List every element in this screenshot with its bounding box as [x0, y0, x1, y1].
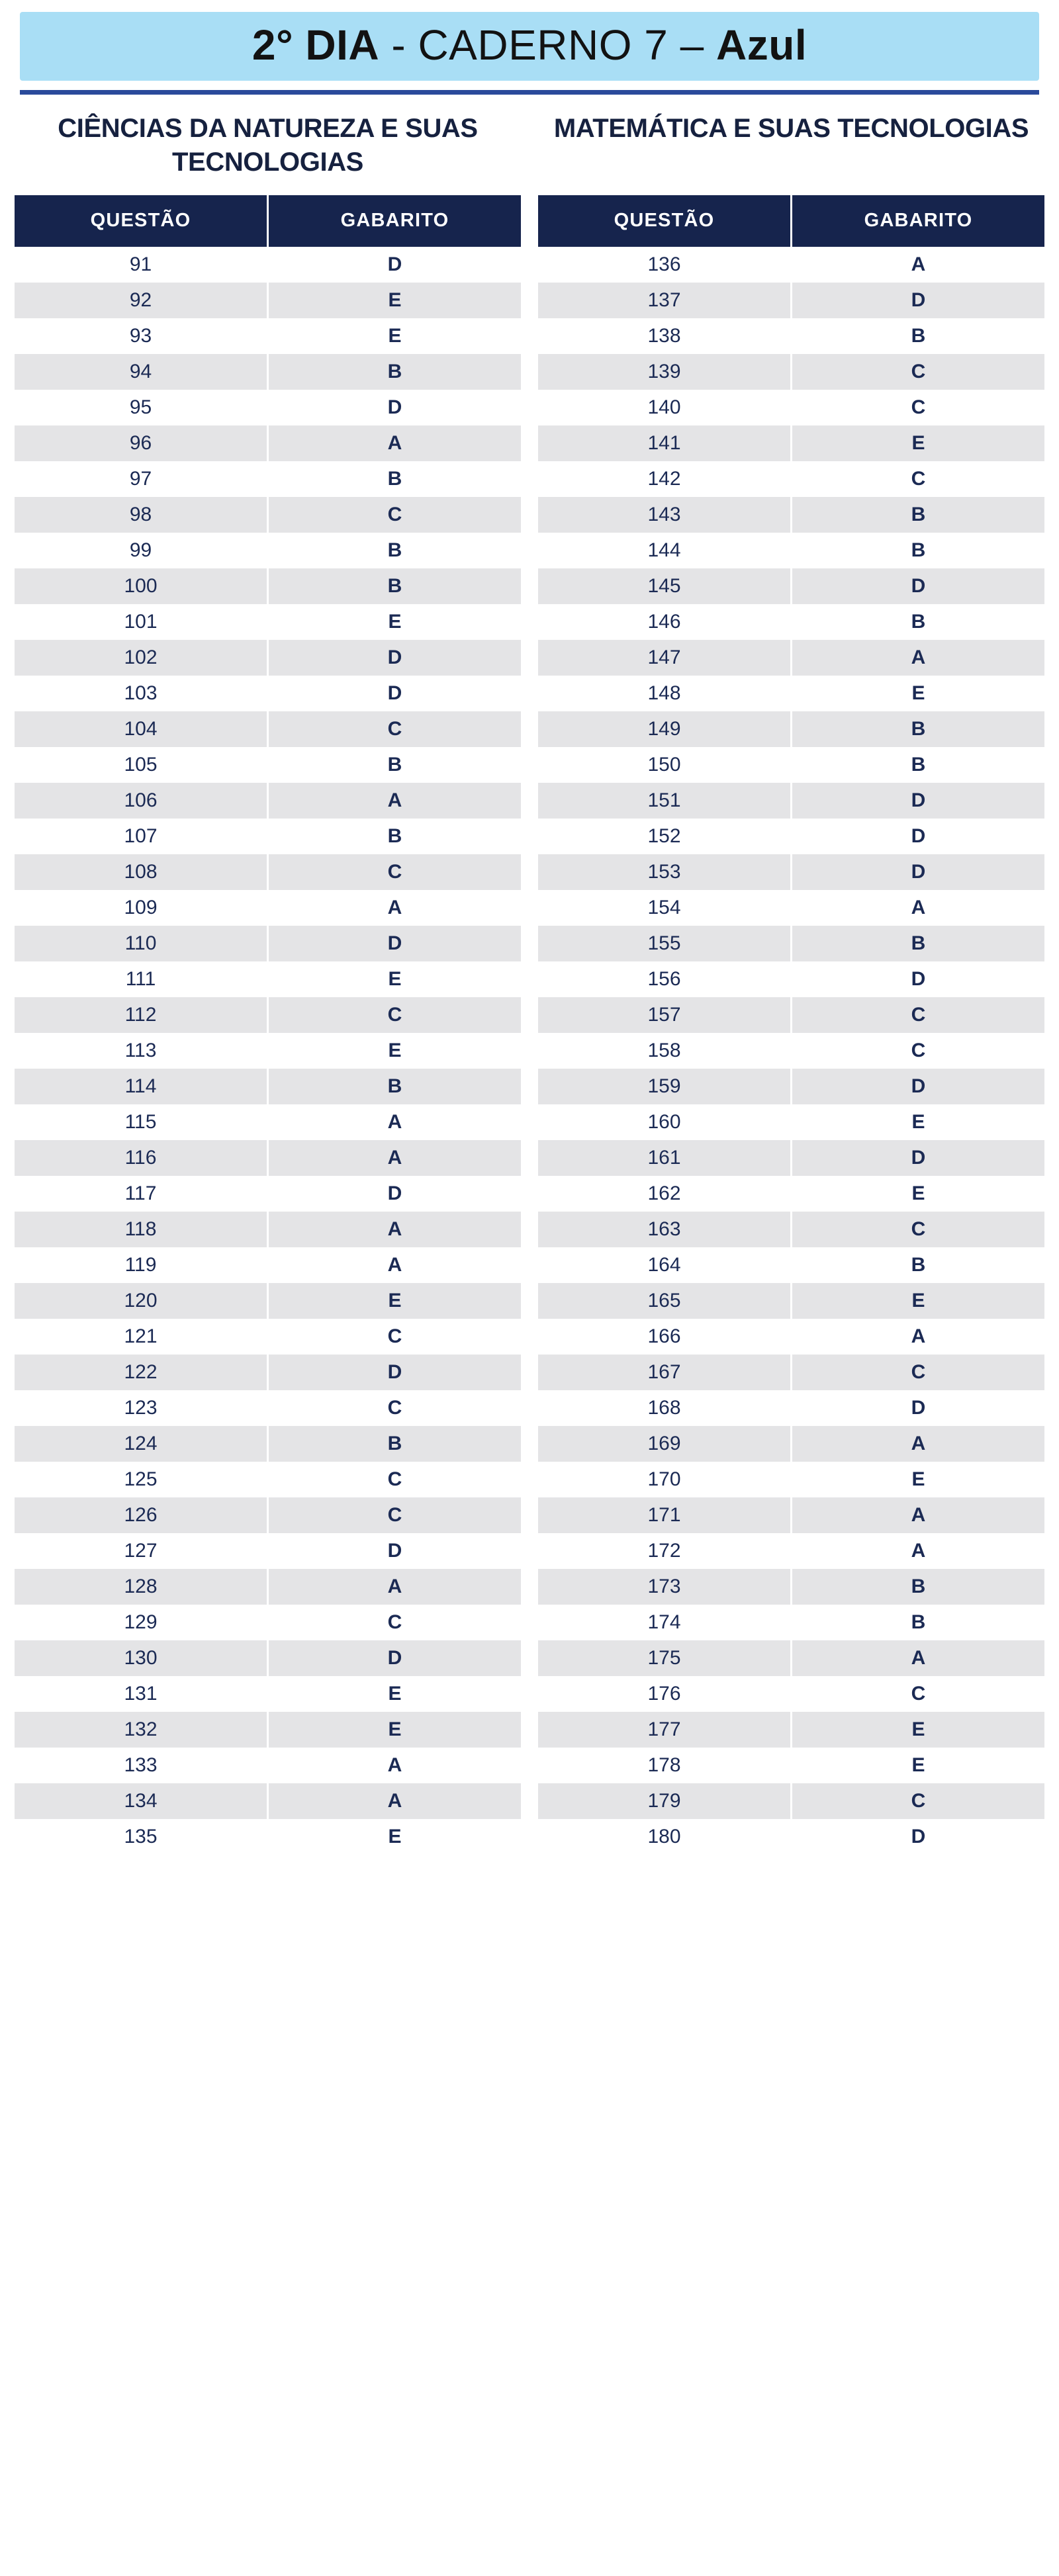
question-number: 175 [538, 1640, 792, 1676]
table-row [538, 354, 1044, 390]
question-number: 172 [538, 1533, 792, 1569]
table-row [538, 854, 1044, 890]
answer-letter: C [792, 997, 1045, 1033]
question-number: 142 [538, 461, 792, 497]
answer-letter: D [268, 1533, 522, 1569]
answer-letter: C [792, 390, 1045, 425]
answer-letter: C [268, 1319, 522, 1355]
answer-letter: C [268, 1605, 522, 1640]
answer-letter: E [268, 283, 522, 318]
question-number: 133 [15, 1748, 268, 1783]
question-number: 101 [15, 604, 268, 640]
table-row [15, 318, 521, 354]
table-row [15, 1640, 521, 1676]
question-number: 105 [15, 747, 268, 783]
question-number: 135 [15, 1819, 268, 1855]
table-row [15, 1283, 521, 1319]
table-row [538, 1069, 1044, 1104]
table-row [15, 890, 521, 926]
question-number: 93 [15, 318, 268, 354]
table-row [15, 1319, 521, 1355]
answer-letter: C [268, 1497, 522, 1533]
table-row [538, 640, 1044, 676]
question-number: 156 [538, 961, 792, 997]
question-number: 143 [538, 497, 792, 533]
answer-letter: E [268, 318, 522, 354]
table-header-row [538, 195, 1044, 247]
question-number: 159 [538, 1069, 792, 1104]
question-number: 123 [15, 1390, 268, 1426]
table-row [538, 1497, 1044, 1533]
question-number: 104 [15, 711, 268, 747]
question-number: 161 [538, 1140, 792, 1176]
answer-letter: B [792, 1569, 1045, 1605]
answer-letter: C [792, 1676, 1045, 1712]
question-number: 116 [15, 1140, 268, 1176]
question-number: 146 [538, 604, 792, 640]
table-row [15, 640, 521, 676]
table-row [538, 1819, 1044, 1855]
answer-letter: D [268, 390, 522, 425]
table-row [15, 1212, 521, 1247]
question-number: 167 [538, 1355, 792, 1390]
table-row [538, 318, 1044, 354]
question-number: 124 [15, 1426, 268, 1462]
question-number: 176 [538, 1676, 792, 1712]
answer-letter: D [268, 926, 522, 961]
question-number: 173 [538, 1569, 792, 1605]
answer-letter: B [792, 1247, 1045, 1283]
answer-table-matematica [538, 195, 1044, 1855]
answer-letter: C [792, 1783, 1045, 1819]
banner-separator: - [379, 21, 418, 69]
table-row [538, 1283, 1044, 1319]
question-number: 157 [538, 997, 792, 1033]
table-row [538, 1533, 1044, 1569]
question-number: 128 [15, 1569, 268, 1605]
answer-letter: E [268, 604, 522, 640]
answer-letter: E [268, 1033, 522, 1069]
answer-letter: A [268, 1104, 522, 1140]
question-number: 97 [15, 461, 268, 497]
question-number: 141 [538, 425, 792, 461]
question-number: 122 [15, 1355, 268, 1390]
table-row [538, 1355, 1044, 1390]
question-number: 180 [538, 1819, 792, 1855]
answer-letter: B [268, 568, 522, 604]
question-number: 169 [538, 1426, 792, 1462]
table-row [15, 247, 521, 283]
table-row [15, 1533, 521, 1569]
table-row [15, 1390, 521, 1426]
answer-key-sheet [0, 12, 1059, 1855]
banner-day: 2° DIA [252, 21, 380, 69]
table-row [538, 961, 1044, 997]
table-row [538, 1640, 1044, 1676]
answer-letter: A [268, 1140, 522, 1176]
question-number: 153 [538, 854, 792, 890]
table-row [15, 425, 521, 461]
answer-letter: C [268, 497, 522, 533]
answer-letter: B [792, 747, 1045, 783]
question-number: 174 [538, 1605, 792, 1640]
header-questao: QUESTÃO [538, 195, 792, 247]
question-number: 121 [15, 1319, 268, 1355]
question-number: 179 [538, 1783, 792, 1819]
question-number: 115 [15, 1104, 268, 1140]
table-body-matematica [538, 247, 1044, 1855]
answer-letter: A [268, 425, 522, 461]
answer-letter: E [268, 961, 522, 997]
question-number: 118 [15, 1212, 268, 1247]
answer-letter: D [792, 568, 1045, 604]
table-row [15, 1355, 521, 1390]
question-number: 94 [15, 354, 268, 390]
question-number: 98 [15, 497, 268, 533]
answer-letter: C [792, 354, 1045, 390]
answer-letter: A [268, 890, 522, 926]
table-row [538, 676, 1044, 711]
answer-letter: A [792, 1533, 1045, 1569]
answer-letter: D [268, 1355, 522, 1390]
question-number: 154 [538, 890, 792, 926]
table-row [538, 711, 1044, 747]
answer-letter: B [792, 711, 1045, 747]
table-row [15, 283, 521, 318]
table-row [538, 604, 1044, 640]
answer-letter: D [268, 640, 522, 676]
answer-letter: E [268, 1283, 522, 1319]
table-row [15, 1819, 521, 1855]
table-row [15, 1497, 521, 1533]
question-number: 95 [15, 390, 268, 425]
answer-letter: C [792, 1033, 1045, 1069]
question-number: 114 [15, 1069, 268, 1104]
answer-letter: D [792, 819, 1045, 854]
table-row [15, 1748, 521, 1783]
table-row [15, 997, 521, 1033]
table-row [15, 1569, 521, 1605]
banner-underline [20, 90, 1039, 95]
question-number: 111 [15, 961, 268, 997]
table-row [15, 854, 521, 890]
question-number: 164 [538, 1247, 792, 1283]
answer-letter: D [268, 247, 522, 283]
question-number: 112 [15, 997, 268, 1033]
answer-letter: D [792, 1819, 1045, 1855]
table-row [538, 1319, 1044, 1355]
question-number: 96 [15, 425, 268, 461]
answer-letter: C [268, 1462, 522, 1497]
answer-letter: D [268, 1640, 522, 1676]
table-row [15, 1247, 521, 1283]
table-row [538, 1426, 1044, 1462]
answer-letter: E [792, 1104, 1045, 1140]
answer-letter: C [268, 1390, 522, 1426]
answer-letter: E [268, 1676, 522, 1712]
question-number: 139 [538, 354, 792, 390]
answer-letter: A [792, 640, 1045, 676]
column-title-matematica: MATEMÁTICA E SUAS TECNOLOGIAS [553, 114, 1029, 143]
question-number: 132 [15, 1712, 268, 1748]
table-row [15, 783, 521, 819]
answer-letter: D [792, 1140, 1045, 1176]
question-number: 103 [15, 676, 268, 711]
question-number: 168 [538, 1390, 792, 1426]
question-number: 126 [15, 1497, 268, 1533]
question-number: 151 [538, 783, 792, 819]
answer-letter: E [792, 1283, 1045, 1319]
question-number: 148 [538, 676, 792, 711]
answer-letter: E [268, 1819, 522, 1855]
table-row [538, 1140, 1044, 1176]
column-ciencias-natureza [15, 112, 521, 1855]
table-row [538, 1033, 1044, 1069]
question-number: 144 [538, 533, 792, 568]
table-row [538, 1569, 1044, 1605]
table-row [15, 1140, 521, 1176]
table-row [538, 1462, 1044, 1497]
answer-letter: C [268, 854, 522, 890]
question-number: 99 [15, 533, 268, 568]
answer-letter: B [268, 461, 522, 497]
question-number: 137 [538, 283, 792, 318]
table-head-matematica [538, 195, 1044, 247]
answer-letter: B [792, 926, 1045, 961]
answer-letter: E [792, 1462, 1045, 1497]
table-header-row [15, 195, 521, 247]
answer-letter: A [792, 1426, 1045, 1462]
table-row [15, 1605, 521, 1640]
table-row [538, 747, 1044, 783]
table-body-ciencias [15, 247, 521, 1855]
table-row [538, 783, 1044, 819]
question-number: 166 [538, 1319, 792, 1355]
table-row [538, 1212, 1044, 1247]
table-row [538, 1783, 1044, 1819]
question-number: 130 [15, 1640, 268, 1676]
table-row [15, 1033, 521, 1069]
table-row [538, 997, 1044, 1033]
question-number: 160 [538, 1104, 792, 1140]
question-number: 140 [538, 390, 792, 425]
table-row [15, 1676, 521, 1712]
table-row [538, 1390, 1044, 1426]
question-number: 136 [538, 247, 792, 283]
table-row [15, 676, 521, 711]
header-gabarito: GABARITO [792, 195, 1045, 247]
table-row [15, 747, 521, 783]
exam-banner [20, 12, 1039, 81]
header-gabarito: GABARITO [268, 195, 522, 247]
question-number: 150 [538, 747, 792, 783]
question-number: 117 [15, 1176, 268, 1212]
column-matematica [538, 112, 1044, 1855]
answer-letter: A [268, 1247, 522, 1283]
answer-letter: A [268, 1748, 522, 1783]
table-row [15, 461, 521, 497]
table-row [538, 926, 1044, 961]
question-number: 163 [538, 1212, 792, 1247]
banner-booklet: CADERNO 7 – [418, 21, 717, 69]
answer-letter: A [792, 1497, 1045, 1533]
question-number: 147 [538, 640, 792, 676]
table-row [538, 1247, 1044, 1283]
question-number: 165 [538, 1283, 792, 1319]
table-row [538, 1748, 1044, 1783]
table-row [15, 1426, 521, 1462]
answer-letter: B [268, 533, 522, 568]
answer-letter: A [268, 783, 522, 819]
answer-letter: D [792, 283, 1045, 318]
table-row [538, 568, 1044, 604]
table-row [15, 568, 521, 604]
question-number: 107 [15, 819, 268, 854]
question-number: 120 [15, 1283, 268, 1319]
table-row [538, 1605, 1044, 1640]
question-number: 110 [15, 926, 268, 961]
question-number: 177 [538, 1712, 792, 1748]
answer-letter: D [792, 783, 1045, 819]
answer-letter: A [268, 1212, 522, 1247]
table-row [15, 1069, 521, 1104]
question-number: 145 [538, 568, 792, 604]
answer-letter: C [268, 997, 522, 1033]
table-row [15, 711, 521, 747]
question-number: 125 [15, 1462, 268, 1497]
table-row [538, 390, 1044, 425]
question-number: 113 [15, 1033, 268, 1069]
answer-letter: D [792, 1390, 1045, 1426]
table-row [15, 1462, 521, 1497]
table-row [15, 961, 521, 997]
answer-letter: E [792, 676, 1045, 711]
answer-letter: E [268, 1712, 522, 1748]
answer-letter: B [268, 354, 522, 390]
table-head-ciencias [15, 195, 521, 247]
answer-letter: A [268, 1783, 522, 1819]
answer-letter: E [792, 1176, 1045, 1212]
answer-letter: C [268, 711, 522, 747]
table-row [15, 1176, 521, 1212]
answer-letter: B [268, 1069, 522, 1104]
question-number: 91 [15, 247, 268, 283]
question-number: 127 [15, 1533, 268, 1569]
answer-letter: D [792, 961, 1045, 997]
answer-letter: B [268, 819, 522, 854]
question-number: 106 [15, 783, 268, 819]
banner-color: Azul [716, 21, 807, 69]
question-number: 152 [538, 819, 792, 854]
table-row [538, 461, 1044, 497]
answer-letter: B [792, 533, 1045, 568]
answer-letter: B [792, 318, 1045, 354]
answer-letter: B [268, 747, 522, 783]
answer-letter: A [792, 890, 1045, 926]
column-title-ciencias: CIÊNCIAS DA NATUREZA E SUAS TECNOLOGIAS [58, 114, 478, 177]
answer-letter: E [792, 1712, 1045, 1748]
question-number: 170 [538, 1462, 792, 1497]
table-row [15, 926, 521, 961]
answer-letter: A [792, 1640, 1045, 1676]
answer-letter: A [792, 247, 1045, 283]
question-number: 92 [15, 283, 268, 318]
header-questao: QUESTÃO [15, 195, 268, 247]
table-row [15, 1712, 521, 1748]
question-number: 108 [15, 854, 268, 890]
table-row [15, 497, 521, 533]
table-row [538, 425, 1044, 461]
answer-letter: B [792, 1605, 1045, 1640]
table-row [538, 497, 1044, 533]
table-row [538, 1176, 1044, 1212]
question-number: 102 [15, 640, 268, 676]
question-number: 171 [538, 1497, 792, 1533]
answer-letter: E [792, 425, 1045, 461]
question-number: 149 [538, 711, 792, 747]
table-row [15, 533, 521, 568]
banner-title [20, 21, 1039, 69]
answer-letter: C [792, 1212, 1045, 1247]
question-number: 109 [15, 890, 268, 926]
question-number: 134 [15, 1783, 268, 1819]
answer-table-ciencias [15, 195, 521, 1855]
table-row [538, 533, 1044, 568]
answer-letter: A [268, 1569, 522, 1605]
answer-columns [15, 112, 1044, 1855]
answer-letter: D [268, 676, 522, 711]
table-row [15, 819, 521, 854]
table-row [538, 1712, 1044, 1748]
table-row [15, 390, 521, 425]
table-row [15, 354, 521, 390]
question-number: 178 [538, 1748, 792, 1783]
question-number: 158 [538, 1033, 792, 1069]
question-number: 100 [15, 568, 268, 604]
question-number: 131 [15, 1676, 268, 1712]
answer-letter: B [268, 1426, 522, 1462]
question-number: 138 [538, 318, 792, 354]
table-row [538, 890, 1044, 926]
table-row [538, 1676, 1044, 1712]
table-row [538, 283, 1044, 318]
answer-letter: D [792, 1069, 1045, 1104]
answer-letter: C [792, 1355, 1045, 1390]
question-number: 119 [15, 1247, 268, 1283]
answer-letter: D [268, 1176, 522, 1212]
table-row [538, 819, 1044, 854]
table-row [538, 247, 1044, 283]
question-number: 162 [538, 1176, 792, 1212]
answer-letter: D [792, 854, 1045, 890]
answer-letter: E [792, 1748, 1045, 1783]
table-row [538, 1104, 1044, 1140]
answer-letter: C [792, 461, 1045, 497]
question-number: 155 [538, 926, 792, 961]
answer-letter: B [792, 497, 1045, 533]
answer-letter: A [792, 1319, 1045, 1355]
answer-letter: B [792, 604, 1045, 640]
question-number: 129 [15, 1605, 268, 1640]
table-row [15, 1104, 521, 1140]
table-row [15, 1783, 521, 1819]
table-row [15, 604, 521, 640]
